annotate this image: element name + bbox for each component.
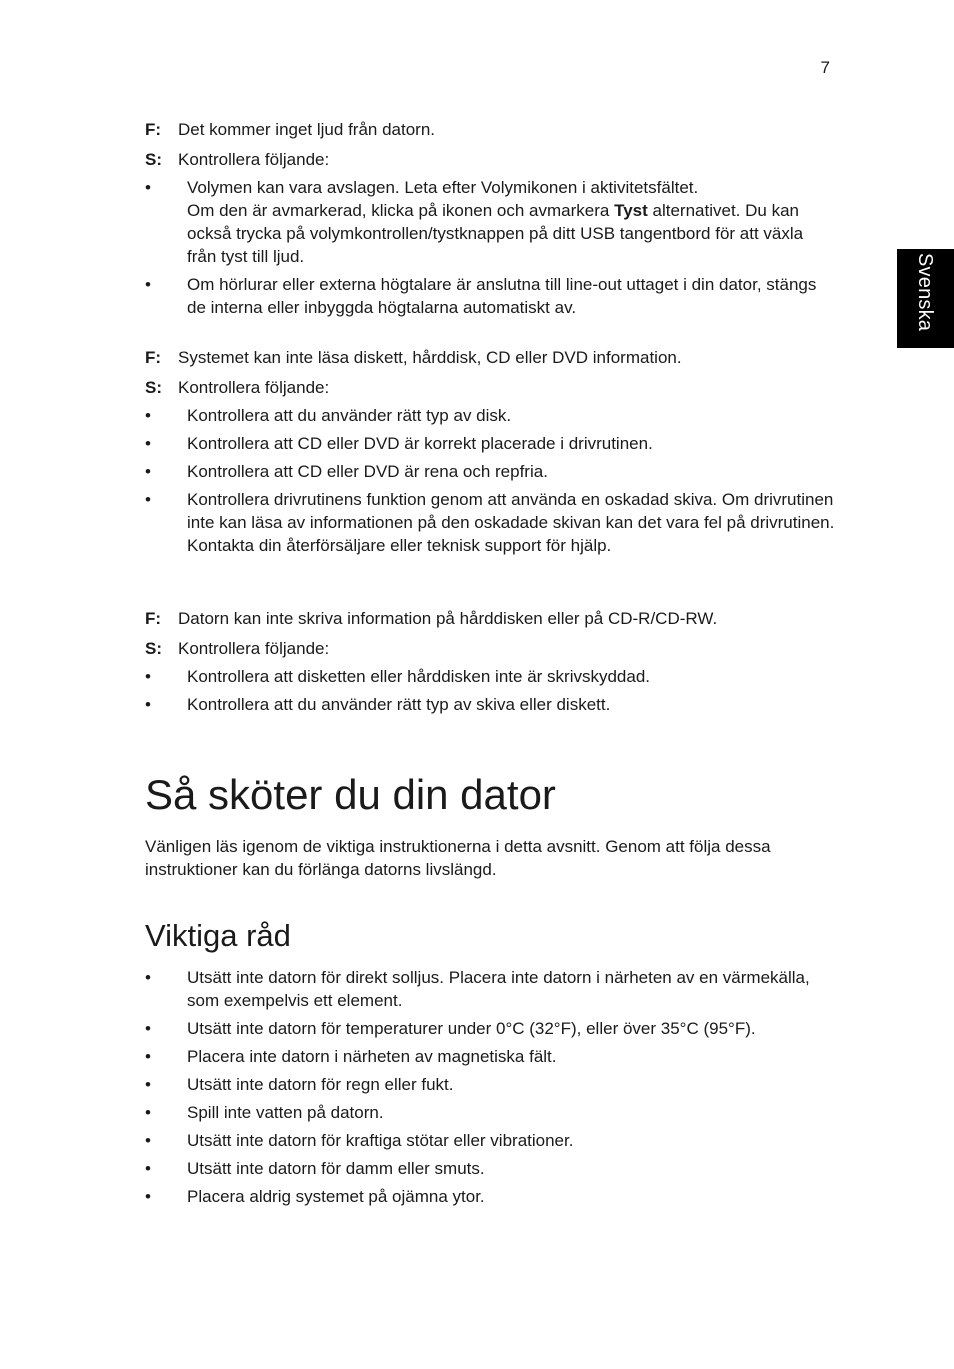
answer-intro: Kontrollera följande: [178,150,330,169]
section-title: Så sköter du din dator [145,771,556,818]
answer-intro: Kontrollera följande: [178,639,330,658]
list-item: • Utsätt inte datorn för temperaturer under 0°C (32°F), eller över 35°C (95°F). [145,1017,835,1040]
list-item-text: alternativet. Du kan också trycka på volymkontrollen/tystknappen på ditt USB tangentbord för att växla från tyst till ljud. [187,201,804,266]
list-item: • Utsätt inte datorn för regn eller fukt. [145,1073,835,1096]
tips-list [145,966,835,1208]
qa-item-disk-read [145,346,835,562]
list-item: • Spill inte vatten på datorn. [145,1101,835,1124]
answer-row [145,637,835,660]
list-item: • Kontrollera att CD eller DVD är korrekt placerade i drivrutinen. [145,432,835,455]
question-row [145,118,835,141]
answer-list [145,176,835,319]
answer-tag: S: [145,378,162,397]
page-number: 7 [820,58,830,77]
answer-tag: S: [145,639,162,658]
question-row [145,346,835,369]
question-row [145,607,835,630]
list-item: • Kontrollera drivrutinens funktion genom att använda en oskadad skiva. Om drivrutinen inte kan läsa av informationen på den oskadade skivan kan det vara fel på drivrutinen. Kontakta din återförsäljare eller teknisk support för hjälp. [145,488,835,557]
list-item: • Placera aldrig systemet på ojämna ytor. [145,1185,835,1208]
qa-item-sound [145,118,835,324]
section-intro: Vänligen läs igenom de viktiga instruktionerna i detta avsnitt. Genom att följa dessa instruktioner kan du förlänga datorns livslängd. [145,837,771,879]
list-item: • Utsätt inte datorn för kraftiga stötar eller vibrationer. [145,1129,835,1152]
answer-intro: Kontrollera följande: [178,378,330,397]
question-text: Datorn kan inte skriva information på hårddisken eller på CD-R/CD-RW. [178,609,718,628]
answer-tag: S: [145,150,162,169]
answer-list [145,665,835,716]
language-tab [897,249,954,348]
question-tag: F: [145,348,162,367]
question-text: Systemet kan inte läsa diskett, hårddisk, CD eller DVD information. [178,348,682,367]
list-item-text: • Volymen kan vara avslagen. Leta efter Volymikonen i aktivitetsfältet. [187,178,699,197]
list-item: • Kontrollera att CD eller DVD är rena och repfria. [145,460,835,483]
answer-row [145,148,835,171]
answer-list [145,404,835,557]
list-item: • Kontrollera att du använder rätt typ av skiva eller diskett. [145,693,835,716]
list-item: • Utsätt inte datorn för direkt solljus. Placera inte datorn i närheten av en värmekälla, som exempelvis ett element. [145,966,835,1012]
list-item: • Placera inte datorn i närheten av magnetiska fält. [145,1045,835,1068]
list-item-text: Om den är avmarkerad, klicka på ikonen och avmarkera [187,201,615,220]
bold-term: Tyst [614,201,648,220]
language-tab-label: Svenska [914,253,936,332]
list-item: • Kontrollera att disketten eller hårddisken inte är skrivskyddad. [145,665,835,688]
question-text: Det kommer inget ljud från datorn. [178,120,436,139]
question-tag: F: [145,609,162,628]
answer-row [145,376,835,399]
subsection-title: Viktiga råd [145,918,291,953]
list-item [145,176,835,268]
question-tag: F: [145,120,162,139]
list-item: • Om hörlurar eller externa högtalare är anslutna till line-out uttaget i din dator, stängs de interna eller inbyggda högtalarna automatiskt av. [145,273,835,319]
list-item: • Kontrollera att du använder rätt typ av disk. [145,404,835,427]
tips-block [145,966,835,1213]
list-item: • Utsätt inte datorn för damm eller smuts. [145,1157,835,1180]
qa-item-disk-write [145,607,835,721]
